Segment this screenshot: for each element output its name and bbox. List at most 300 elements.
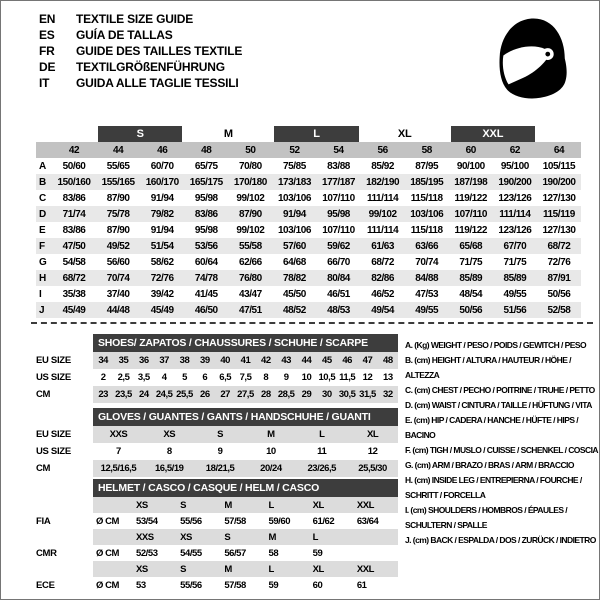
value-cell: 50/60 — [62, 160, 86, 172]
column-header: 60 — [465, 144, 476, 156]
value-cell: 119/122 — [454, 192, 487, 204]
value-cell: 63/66 — [415, 240, 439, 252]
value-cell: 76/80 — [238, 272, 262, 284]
value-cell: 82/86 — [371, 272, 394, 284]
value-cell: 59/60 — [268, 515, 291, 527]
language-code: DE — [39, 60, 56, 74]
value-cell: XXS — [93, 426, 144, 443]
row-label: A — [39, 160, 46, 172]
size-cell — [354, 529, 398, 545]
value-cell: 127/130 — [542, 224, 576, 236]
value-cell: 105/115 — [542, 160, 576, 172]
value-cell: 79/82 — [150, 208, 174, 220]
fia-size-row — [36, 497, 398, 513]
value-cell: 47/50 — [62, 240, 86, 252]
column-header: 56 — [377, 144, 388, 156]
size-cell: XS — [177, 529, 221, 545]
value-cell: 103/106 — [277, 224, 311, 236]
value-cell: 87/91 — [547, 272, 571, 284]
row-label: H — [39, 272, 46, 284]
value-cell: 12,5/16,5 — [93, 460, 144, 477]
row-label: B — [39, 176, 46, 188]
shoes-title: SHOES/ ZAPATOS / CHAUSSURES / SCHUHE / SCARPE — [93, 334, 398, 352]
row-label: D — [39, 208, 46, 220]
value-cell: 32 — [378, 386, 398, 403]
value-cell: 49/55 — [415, 304, 439, 316]
row-label: US SIZE — [36, 372, 93, 383]
value-cell: 127/130 — [542, 192, 576, 204]
value-cell: 60 — [312, 579, 323, 591]
column-header: 64 — [553, 144, 565, 156]
value-cell: 155/165 — [101, 176, 135, 188]
value-cell: 6 — [202, 372, 208, 383]
size-band-xxl: XXL — [451, 126, 535, 142]
value-cell: 83/86 — [62, 224, 86, 236]
measurement-legend — [405, 338, 600, 548]
value-cell: 70/74 — [415, 256, 439, 268]
column-header: 46 — [157, 144, 168, 156]
value-cell: 68/72 — [547, 240, 571, 252]
value-cell: 44/48 — [106, 304, 130, 316]
value-cell: 160/170 — [145, 176, 179, 188]
row-label: C — [39, 192, 46, 204]
value-cell: 29 — [296, 386, 316, 403]
value-cell: 49/54 — [371, 304, 394, 316]
language-title: GUIDA ALLE TAGLIE TESSILI — [76, 76, 239, 90]
value-cell: 99/102 — [368, 208, 397, 220]
size-band-m: M — [223, 127, 233, 140]
measure-row-c — [36, 190, 581, 206]
column-header-row — [36, 142, 581, 158]
language-title-list — [39, 11, 242, 91]
value-cell: 187/198 — [454, 176, 488, 188]
size-band-s: S — [98, 126, 182, 142]
gloves-row-eu-size — [36, 426, 398, 443]
value-cell: 65/75 — [194, 160, 218, 172]
section-divider — [31, 322, 593, 324]
value-cell: 55/65 — [106, 160, 130, 172]
language-title: GUÍA DE TALLAS — [76, 28, 173, 42]
size-band-l: L — [274, 126, 358, 142]
value-cell: 185/195 — [410, 176, 444, 188]
value-cell: 50/56 — [459, 304, 483, 316]
value-cell: 47/53 — [415, 288, 439, 300]
size-cell: XL — [310, 561, 354, 577]
value-cell: 59 — [312, 547, 323, 559]
value-cell: 78/82 — [283, 272, 306, 284]
gloves-size-table — [36, 408, 398, 477]
language-title: TEXTILGRÖßENFÜHRUNG — [76, 60, 225, 74]
value-cell: 12 — [362, 372, 373, 383]
row-label: CM — [36, 463, 93, 474]
row-label: I — [39, 288, 42, 300]
language-row — [39, 27, 242, 43]
value-cell: 49/52 — [106, 240, 130, 252]
value-cell: 60/64 — [194, 256, 218, 268]
value-cell: 30,5 — [337, 386, 357, 403]
fia-value-row — [36, 513, 398, 529]
value-cell: 62/66 — [238, 256, 262, 268]
value-cell: 107/110 — [322, 224, 355, 236]
helmet-title: HELMET / CASCO / CASQUE / HELM / CASCO — [93, 479, 398, 497]
language-row — [39, 11, 242, 27]
row-label: US SIZE — [36, 446, 93, 457]
value-cell: 61/63 — [371, 240, 394, 252]
value-cell: 53/54 — [136, 515, 158, 527]
value-cell: 67/70 — [503, 240, 527, 252]
value-cell: 18/21,5 — [195, 460, 246, 477]
value-cell: 31,5 — [357, 386, 377, 403]
value-cell: 8 — [263, 372, 269, 383]
size-cell: XXL — [354, 497, 398, 513]
unit-spacer — [93, 561, 133, 577]
value-cell: 57/60 — [283, 240, 306, 252]
value-cell: 9 — [217, 446, 223, 457]
size-cell: L — [266, 497, 310, 513]
racing-helmet-icon — [493, 15, 567, 105]
value-cell: 10 — [266, 446, 276, 457]
value-cell: 84/88 — [415, 272, 439, 284]
value-cell: 58 — [268, 547, 279, 559]
value-cell: 28 — [256, 386, 276, 403]
size-band-row — [36, 125, 581, 142]
value-cell — [354, 545, 398, 561]
value-cell: 103/106 — [277, 192, 311, 204]
value-cell: 27,5 — [235, 386, 255, 403]
measure-row-i — [36, 286, 581, 302]
value-cell: 5 — [182, 372, 187, 383]
row-label: CM — [36, 389, 93, 400]
value-cell: 170/180 — [233, 176, 267, 188]
shoes-row-cm — [36, 386, 398, 403]
legend-item: H. (cm) INSIDE LEG / ENTREPIERNA / FOURCHE / SCHRITT / FORCELLA — [405, 475, 582, 500]
value-cell: 35/38 — [62, 288, 86, 300]
value-cell: 59/62 — [327, 240, 350, 252]
value-cell: 45 — [317, 352, 337, 369]
value-cell: 115/118 — [410, 224, 443, 236]
value-cell: 39/42 — [150, 288, 174, 300]
size-cell: XL — [310, 497, 354, 513]
value-cell: 45/49 — [150, 304, 174, 316]
size-cell: M — [221, 561, 265, 577]
row-label: EU SIZE — [36, 355, 93, 366]
value-cell: 55/56 — [180, 579, 202, 591]
value-cell: 182/190 — [366, 176, 400, 188]
column-header: 50 — [245, 144, 256, 156]
value-cell: 46/51 — [327, 288, 350, 300]
value-cell: 38 — [174, 352, 194, 369]
value-cell: 173/183 — [277, 176, 311, 188]
size-cell: S — [221, 529, 265, 545]
measure-row-j — [36, 302, 581, 318]
size-cell: XXL — [354, 561, 398, 577]
measure-row-g — [36, 254, 581, 270]
value-cell: 11 — [317, 446, 327, 457]
value-cell: 107/110 — [322, 192, 355, 204]
value-cell: 46/52 — [371, 288, 394, 300]
value-cell: 190/200 — [542, 176, 576, 188]
value-cell: 107/110 — [454, 208, 487, 220]
value-cell: 16,5/19 — [144, 460, 195, 477]
value-cell: 85/89 — [503, 272, 527, 284]
value-cell: 13 — [382, 372, 393, 383]
language-title: GUIDE DES TAILLES TEXTILE — [76, 44, 243, 58]
ece-size-row — [36, 561, 398, 577]
value-cell: 66/70 — [327, 256, 350, 268]
value-cell: 41 — [235, 352, 255, 369]
value-cell: 24 — [134, 386, 154, 403]
value-cell: 10,5 — [318, 372, 336, 383]
legend-item: B. (cm) HEIGHT / ALTURA / HAUTEUR / HÖHE / ALTEZZA — [405, 355, 571, 380]
value-cell: 50/56 — [547, 288, 571, 300]
value-cell: 80/84 — [327, 272, 350, 284]
value-cell: 37 — [154, 352, 174, 369]
unit-cell: Ø CM — [96, 579, 120, 591]
value-cell: 64/68 — [283, 256, 306, 268]
value-cell: 95/98 — [194, 192, 218, 204]
unit-cell: Ø CM — [96, 547, 120, 559]
gloves-title: GLOVES / GUANTES / GANTS / HANDSCHUHE / GUANTI — [93, 408, 398, 426]
value-cell: 25,5/30 — [347, 460, 398, 477]
value-cell: 47 — [357, 352, 377, 369]
value-cell: 25,5 — [174, 386, 194, 403]
value-cell: 39 — [195, 352, 215, 369]
value-cell: 55/56 — [180, 515, 202, 527]
value-cell: 20/24 — [245, 460, 296, 477]
value-cell: 47/51 — [238, 304, 262, 316]
size-band-xl: XL — [397, 127, 412, 140]
value-cell: 91/94 — [150, 224, 174, 236]
value-cell: 28,5 — [276, 386, 296, 403]
value-cell: 9 — [283, 372, 289, 383]
value-cell: 87/90 — [238, 208, 262, 220]
language-code: EN — [39, 12, 56, 26]
legend-item: E. (cm) HIP / CADERA / HANCHE / HÜFTE / HIPS / BACINO — [405, 415, 579, 440]
value-cell: 37/40 — [106, 288, 130, 300]
size-cell: M — [221, 497, 265, 513]
size-cell: XS — [133, 561, 177, 577]
value-cell: XS — [144, 426, 195, 443]
value-cell: 95/98 — [327, 208, 350, 220]
value-cell: 71/75 — [459, 256, 483, 268]
value-cell: M — [245, 426, 296, 443]
value-cell: 52/53 — [136, 547, 158, 559]
textile-size-table — [36, 125, 581, 318]
value-cell: 24,5 — [154, 386, 174, 403]
value-cell: 190/200 — [498, 176, 532, 188]
row-label: CMR — [36, 548, 93, 559]
value-cell: 115/118 — [410, 192, 443, 204]
size-cell: XS — [133, 497, 177, 513]
column-header: 52 — [289, 144, 300, 156]
language-title: TEXTILE SIZE GUIDE — [76, 12, 194, 26]
legend-item: J. (cm) BACK / ESPALDA / DOS / ZURÜCK / INDIETRO — [405, 535, 596, 545]
row-label: F — [39, 240, 45, 252]
value-cell: 75/78 — [106, 208, 130, 220]
value-cell: 111/114 — [499, 208, 531, 220]
value-cell: 57/58 — [224, 515, 246, 527]
value-cell: 70/74 — [106, 272, 130, 284]
row-label: EU SIZE — [36, 429, 93, 440]
legend-item: I. (cm) SHOULDERS / HOMBROS / ÉPAULES / SCHULTERN / SPALLE — [405, 505, 568, 530]
value-cell: 52/58 — [547, 304, 571, 316]
column-header: 44 — [113, 144, 124, 156]
language-row — [39, 43, 242, 59]
value-cell: 45/50 — [283, 288, 306, 300]
measure-row-b — [36, 174, 581, 190]
ece-value-row — [36, 577, 398, 593]
shoes-row-eu-size — [36, 352, 398, 369]
value-cell: 63/64 — [356, 515, 379, 527]
legend-item: A. (Kg) WEIGHT / PESO / POIDS / GEWITCH / PESO — [405, 340, 587, 350]
value-cell: 54/55 — [180, 547, 202, 559]
value-cell: 61/62 — [312, 515, 335, 527]
value-cell: 36 — [134, 352, 154, 369]
value-cell: 48 — [378, 352, 398, 369]
value-cell: 70/80 — [238, 160, 262, 172]
language-code: ES — [39, 28, 55, 42]
size-cell: M — [266, 529, 310, 545]
measure-row-a — [36, 158, 581, 174]
value-cell: 51/54 — [150, 240, 174, 252]
legend-item: F. (cm) TIGH / MUSLO / CUISSE / SCHENKEL / COSCIA — [405, 445, 598, 455]
value-cell: 57/58 — [224, 579, 246, 591]
row-label: G — [39, 256, 47, 268]
helmet-size-table — [36, 479, 398, 593]
unit-cell: Ø CM — [96, 515, 120, 527]
value-cell: 56/60 — [106, 256, 130, 268]
value-cell: 103/106 — [410, 208, 444, 220]
size-cell: L — [310, 529, 354, 545]
shoes-size-table — [36, 334, 398, 403]
value-cell: 23 — [93, 386, 113, 403]
value-cell: 26 — [195, 386, 215, 403]
measure-row-d — [36, 206, 581, 222]
value-cell: 51/56 — [503, 304, 527, 316]
value-cell: 85/89 — [459, 272, 483, 284]
value-cell: 177/187 — [322, 176, 356, 188]
row-label: J — [39, 304, 45, 316]
value-cell: 71/74 — [62, 208, 86, 220]
value-cell: 87/95 — [415, 160, 439, 172]
value-cell: 60/70 — [150, 160, 174, 172]
value-cell: 2 — [100, 372, 106, 383]
value-cell: 123/126 — [498, 224, 532, 236]
value-cell: 30 — [317, 386, 337, 403]
value-cell: 53 — [136, 579, 146, 591]
measure-row-e — [36, 222, 581, 238]
value-cell: 83/86 — [194, 208, 218, 220]
value-cell: 123/126 — [498, 192, 532, 204]
value-cell: 68/72 — [62, 272, 86, 284]
gloves-row-cm — [36, 460, 398, 477]
value-cell: 56/57 — [224, 547, 246, 559]
value-cell: 119/122 — [454, 224, 487, 236]
value-cell: 150/160 — [57, 176, 91, 188]
value-cell: 91/94 — [150, 192, 174, 204]
value-cell: 40 — [215, 352, 235, 369]
value-cell: 61 — [356, 579, 367, 591]
value-cell: 83/88 — [327, 160, 350, 172]
value-cell: 91/94 — [283, 208, 306, 220]
value-cell: 35 — [113, 352, 133, 369]
measure-row-h — [36, 270, 581, 286]
value-cell: 11,5 — [339, 372, 356, 383]
cmr-value-row — [36, 545, 398, 561]
cmr-size-row — [36, 529, 398, 545]
column-header: 58 — [421, 144, 432, 156]
value-cell: 53/56 — [194, 240, 218, 252]
value-cell: 48/53 — [327, 304, 350, 316]
column-header: 62 — [509, 144, 520, 156]
unit-spacer — [93, 497, 133, 513]
value-cell: 23/26,5 — [296, 460, 347, 477]
value-cell: 59 — [268, 579, 279, 591]
legend-item: G. (cm) ARM / BRAZO / BRAS / ARM / BRACCIO — [405, 460, 574, 470]
value-cell: 87/90 — [106, 224, 130, 236]
value-cell: 87/90 — [106, 192, 130, 204]
value-cell: 72/76 — [150, 272, 174, 284]
value-cell: 41/45 — [194, 288, 218, 300]
value-cell: 27 — [215, 386, 235, 403]
size-cell: XXS — [133, 529, 177, 545]
value-cell: 6,5 — [219, 372, 232, 383]
column-header: 42 — [68, 144, 80, 156]
value-cell: 44 — [296, 352, 316, 369]
value-cell: 45/49 — [62, 304, 86, 316]
value-cell: 43/47 — [238, 288, 262, 300]
value-cell: 95/98 — [194, 224, 218, 236]
value-cell: 54/58 — [62, 256, 86, 268]
size-cell: S — [177, 497, 221, 513]
value-cell: 58/62 — [150, 256, 174, 268]
size-cell: S — [177, 561, 221, 577]
value-cell: 95/100 — [500, 160, 529, 172]
value-cell: 71/75 — [503, 256, 527, 268]
legend-item: C. (cm) CHEST / PECHO / POITRINE / TRUHE / PETTO — [405, 385, 595, 395]
language-row — [39, 75, 242, 91]
value-cell: 99/102 — [236, 192, 265, 204]
value-cell: 7,5 — [239, 372, 252, 383]
value-cell: 115/119 — [542, 208, 575, 220]
value-cell: 48/52 — [283, 304, 306, 316]
value-cell: 4 — [161, 372, 167, 383]
value-cell: L — [296, 426, 347, 443]
column-header: 54 — [333, 144, 344, 156]
value-cell: 12 — [367, 446, 378, 457]
value-cell: 83/86 — [62, 192, 86, 204]
column-header: 48 — [201, 144, 212, 156]
measure-row-f — [36, 238, 581, 254]
gloves-row-us-size — [36, 443, 398, 460]
value-cell: 34 — [93, 352, 113, 369]
value-cell: 43 — [276, 352, 296, 369]
value-cell: 10 — [301, 372, 312, 383]
value-cell: 165/175 — [189, 176, 223, 188]
legend-item: D. (cm) WAIST / CINTURA / TAILLE / HÜFTUNG / VITA — [405, 400, 592, 410]
shoes-row-us-size — [36, 369, 398, 386]
value-cell: 68/72 — [371, 256, 394, 268]
value-cell: 7 — [115, 446, 121, 457]
value-cell: 111/114 — [366, 224, 399, 236]
value-cell: 90/100 — [456, 160, 485, 172]
value-cell: S — [195, 426, 246, 443]
value-cell: 65/68 — [459, 240, 483, 252]
value-cell: 46/50 — [194, 304, 218, 316]
language-row — [39, 59, 242, 75]
value-cell: 49/55 — [503, 288, 527, 300]
value-cell: 46 — [337, 352, 357, 369]
